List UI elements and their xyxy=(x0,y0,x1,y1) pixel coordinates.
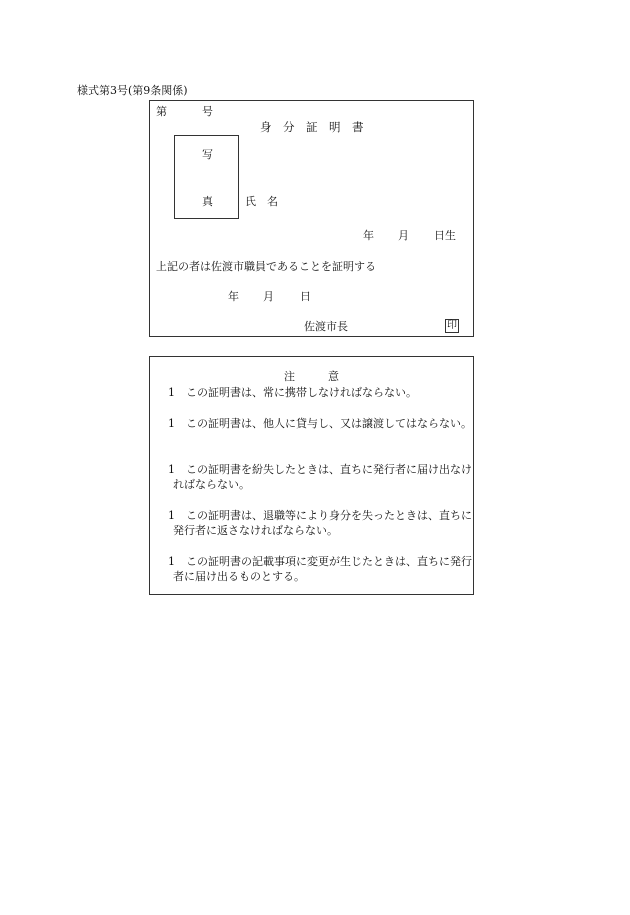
seal-mark: 印 xyxy=(447,320,457,331)
id-card-form xyxy=(149,100,474,337)
note-item: 1 この証明書を紛失したときは、直ちに発行者に届け出なければならない。 xyxy=(168,463,472,491)
issue-year-label: 年 xyxy=(228,290,239,303)
birth-month-label: 月 xyxy=(398,229,409,242)
birth-day-label: 日生 xyxy=(434,229,456,242)
issuer-name: 佐渡市長 xyxy=(304,320,348,333)
card-number-prefix: 第 xyxy=(156,105,167,118)
certification-statement: 上記の者は佐渡市職員であることを証明する xyxy=(156,260,376,273)
photo-box xyxy=(174,135,239,219)
birth-year-label: 年 xyxy=(363,229,374,242)
issue-day-label: 日 xyxy=(300,290,311,303)
name-label: 氏 名 xyxy=(245,195,278,208)
note-item: 1 この証明書は、常に携帯しなければならない。 xyxy=(168,386,417,399)
notes-title: 注 意 xyxy=(284,370,339,383)
card-title: 身 分 証 明 書 xyxy=(260,120,364,134)
card-number-suffix: 号 xyxy=(202,105,213,118)
note-item: 1 この証明書は、他人に貸与し、又は譲渡してはならない。 xyxy=(168,417,472,430)
note-item: 1 この証明書の記載事項に変更が生じたときは、直ちに発行者に届け出るものとする。 xyxy=(168,555,472,583)
form-number-heading: 様式第3号(第9条関係) xyxy=(77,84,188,97)
note-item: 1 この証明書は、退職等により身分を失ったときは、直ちに発行者に返さなければならない。 xyxy=(168,509,472,537)
notes-box xyxy=(149,356,474,595)
photo-label-bottom: 真 xyxy=(202,195,213,208)
issue-month-label: 月 xyxy=(263,290,274,303)
photo-label-top: 写 xyxy=(202,148,213,161)
